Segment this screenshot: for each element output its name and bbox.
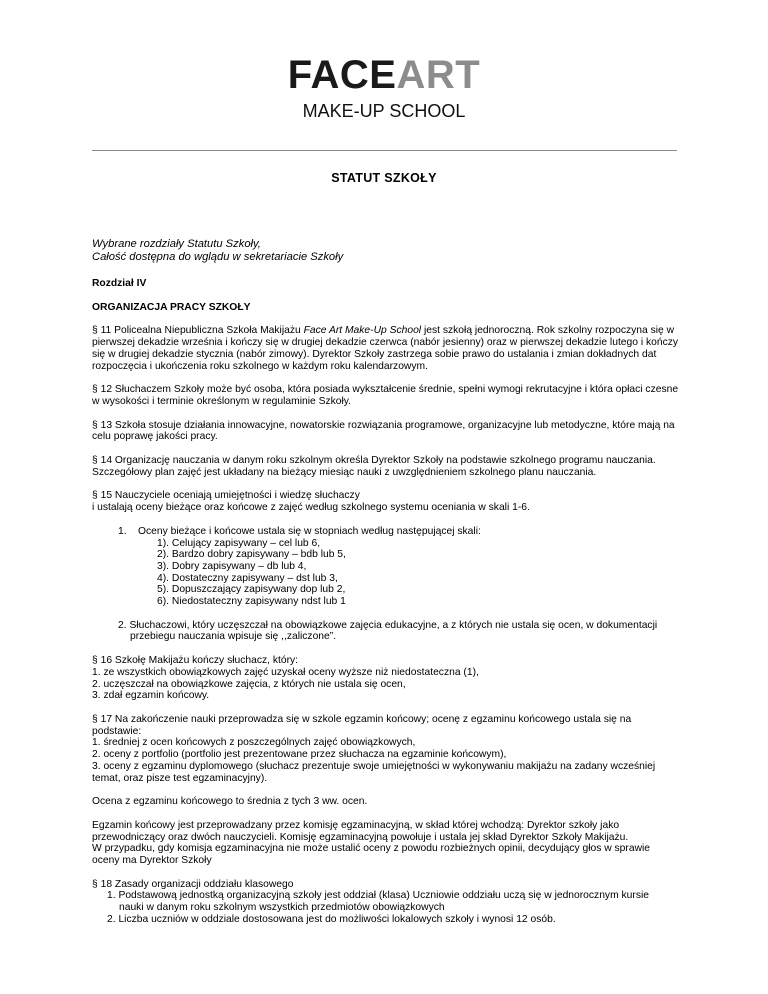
intro-line: Wybrane rozdziały Statutu Szkoły, [92, 238, 261, 250]
list-item-text: 2. Liczba uczniów w oddziale dostosowana jest do możliwości lokalowych szkoły i wynosi 12 osób. [107, 913, 556, 925]
school-logo [266, 52, 502, 126]
list-item-text: 1. Podstawową jednostką organizacyjną szkoły jest oddział (klasa) Uczniowie oddziału uczą się w jednorocznym kursie [107, 890, 649, 902]
paragraph-12: § 12 Słuchaczem Szkoły może być osoba, która posiada wykształcenie średnie, spełni wymogi rekrutacyjne i która opłaci czesne w wysokości i terminie określonym w regulaminie Szkoły. [92, 384, 679, 407]
p16-line: 2. uczęszczał na obowiązkowe zajęcia, z których nie ustala się ocen, [92, 678, 406, 690]
p17-line: 1. średniej z ocen końcowych z poszczególnych zajęć obowiązkowych, [92, 737, 416, 749]
grade-item: 1). Celujący zapisywany – cel lub 6, [157, 537, 321, 549]
paragraph-18 [92, 879, 682, 926]
committee-line: Egzamin końcowy jest przeprowadzany przez komisję egzaminacyjną, w skład której wchodzą: Dyrektor szkoły jako [92, 819, 620, 831]
paragraph-17 [92, 714, 682, 784]
p17-line: 3. oceny z egzaminu dyplomowego (słuchacz prezentuje swoje umiejętności w wykonywaniu makijażu na zadany wcześniej [92, 760, 656, 772]
chapter-title: ORGANIZACJA PRACY SZKOŁY [92, 301, 251, 313]
document-body [92, 238, 682, 926]
list-item [92, 914, 682, 926]
p16-line: 3. zdał egzamin końcowy. [92, 690, 210, 702]
list-item-text: nauki w danym roku szkolnym wszystkich przedmiotów obowiązkowych [119, 902, 445, 914]
paragraph-15 [92, 490, 682, 513]
p16-line: § 16 Szkołę Makijażu kończy słuchacz, który: [92, 655, 299, 667]
paragraph-13: § 13 Szkoła stosuje działania innowacyjne, nowatorskie rozwiązania programowe, organizacyjne lub metodyczne, które mają na celu poprawę jakości pracy. [92, 419, 675, 443]
p17-line: 2. oceny z portfolio (portfolio jest prezentowane przez słuchacza na egzaminie końcowym), [92, 749, 507, 761]
list-item [92, 890, 682, 913]
final-grade-note: Ocena z egzaminu końcowego to średnia z tych 3 ww. ocen. [92, 796, 368, 808]
intro-note [92, 238, 682, 264]
paragraph-16 [92, 655, 682, 702]
p18-heading: § 18 Zasady organizacji oddziału klasowego [92, 878, 294, 890]
chapter-heading: Rozdział IV [92, 278, 147, 289]
p15-line: § 15 Nauczyciele oceniają umiejętności i wiedzę słuchaczy [92, 490, 360, 502]
logo-subtitle: MAKE-UP SCHOOL [302, 101, 466, 121]
grade-item: 4). Dostateczny zapisywany – dst lub 3, [157, 572, 338, 584]
list-item-text: przebiegu nauczania wpisuje się ,,zaliczone”. [130, 631, 337, 643]
paragraph-11 [92, 325, 682, 372]
list-item-number: 1. [118, 525, 127, 537]
document-title: STATUT SZKOŁY [331, 171, 437, 185]
grade-item: 6). Niedostateczny zapisywany ndst lub 1 [157, 596, 346, 608]
list-item [92, 526, 682, 538]
p16-line: 1. ze wszystkich obowiązkowych zajęć uzyskał oceny wyższe niż niedostateczna (1), [92, 666, 479, 678]
list-item-text: Oceny bieżące i końcowe ustala się w stopniach według następującej skali: [138, 525, 481, 537]
logo-art-text: ART [396, 53, 481, 97]
list-item-text: 2. Słuchaczowi, który uczęszczał na obowiązkowe zajęcia edukacyjne, a z których nie ustala się ocen, w dokumentacji [118, 619, 658, 631]
p11-school-name: Face Art Make-Up School [303, 325, 422, 337]
p15-line: i ustalają oceny bieżące oraz końcowe z zajęć według szkolnego systemu oceniania w skali 1-6. [92, 502, 530, 514]
paragraph-14: § 14 Organizację nauczania w danym roku szkolnym określa Dyrektor Szkoły na podstawie szkolnego programu nauczania. Szczegółowy plan zajęć jest układany na bieżący miesiąc nauki z uwzględnieniem szkolnego planu nauczania. [92, 455, 656, 478]
intro-line: Całość dostępna do wglądu w sekretariacie Szkoły [92, 251, 344, 263]
committee-line: oceny ma Dyrektor Szkoły [92, 855, 212, 867]
logo-wordmark [266, 52, 502, 98]
exam-committee-paragraph [92, 820, 682, 867]
grade-scale-list [92, 526, 682, 608]
p11-text-post: jest szkołą jednoroczną. Rok szkolny rozpoczyna się w pierwszej dekadzie września i kończy się w drugiej dekadzie czerwca (nabór jesienny) oraz w pierwszej dekadzie lutego i kończy się w drugiej dekadzie stycznia (nabór zimowy). Dyrektor Szkoły zastrzega sobie prawo do ustalania i zmian dokładnych dat rozpoczęcia i ukończenia roku szkolnego w każdym roku kalendarzowym. [92, 325, 679, 372]
list-item [92, 620, 682, 643]
committee-line: przewodniczący oraz dwóch nauczycieli. Komisję egzaminacyjną powołuje i ustala jej skład Dyrektor Szkoły Makijażu. [92, 831, 629, 843]
p17-line: temat, oraz pisze test egzaminacyjny). [92, 772, 268, 784]
header-divider [92, 150, 677, 151]
p17-line: § 17 Na zakończenie nauki przeprowadza się w szkole egzamin końcowy; ocenę z egzaminu końcowego ustala się na [92, 713, 632, 725]
logo-face-text: FACE [287, 53, 397, 97]
grade-item: 3). Dobry zapisywany – db lub 4, [157, 560, 307, 572]
grade-item: 5). Dopuszczający zapisywany dop lub 2, [157, 584, 346, 596]
p11-text-pre: § 11 Policealna Niepubliczna Szkoła Makijażu [92, 325, 304, 337]
p17-line: podstawie: [92, 725, 142, 737]
grade-item: 2). Bardzo dobry zapisywany – bdb lub 5, [157, 549, 346, 561]
committee-line: W przypadku, gdy komisja egzaminacyjna nie może ustalić oceny z powodu rozbieżnych opinii, decydujący głos w sprawie [92, 843, 651, 855]
